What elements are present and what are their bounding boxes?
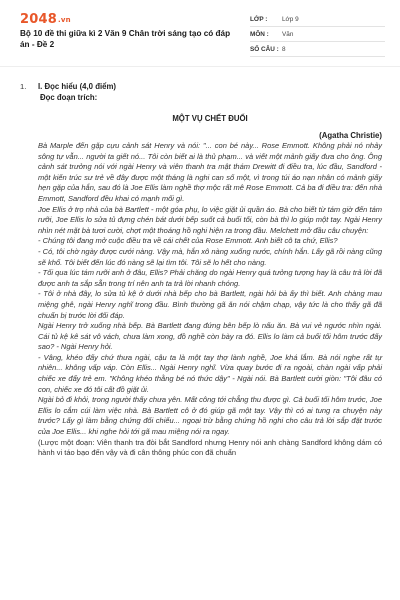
passage-paragraph: - Tối qua lúc tám rưỡi anh ở đâu, Ellis? Phải chăng do ngài Henry quá tưởng tượng hay là câu trả lời đã được anh ta sắp sẵn trong trí nên anh ta trả lời nhanh chóng. <box>38 268 382 288</box>
meta-row-question-count <box>250 42 385 57</box>
story-author: (Agatha Christie) <box>319 131 382 140</box>
meta-label: LỚP : <box>250 15 268 23</box>
site-logo[interactable] <box>20 12 71 27</box>
passage-paragraph: - Tôi ở nhà đây, lo sửa tủ kệ ở dưới nhà bếp cho bà Bartlett, ngài hỏi bà ấy thì biết. Anh chàng mau miệng ghê, ngài Henry nghĩ trong đầu. Bình thường gã ăn nói chậm chạp, vậy tức là cho thấy gã đã chuẩn bị trước lời đối đáp. <box>38 289 382 320</box>
meta-label: SỐ CÂU : <box>250 45 279 53</box>
page-header <box>0 0 400 64</box>
meta-value: Lớp 9 <box>282 15 299 23</box>
logo-text: 2048 <box>20 12 57 27</box>
section-title: I. Đọc hiểu (4,0 điểm) <box>38 82 116 91</box>
meta-label: MÔN : <box>250 30 269 38</box>
meta-row-subject <box>250 27 385 42</box>
meta-row-grade <box>250 12 385 27</box>
exam-meta-table <box>250 12 385 57</box>
passage-paragraph: Joe Ellis ở trọ nhà của bà Bartlett - một góa phụ, lo việc giặt ủi quần áo. Bà cho biết từ tám giờ đến tám rưỡi, Joe Ellis lo sửa tủ đựng chén bát dưới bếp suốt cả buổi tối, còn bà thì lo giúp một tay. Ngài Henry nhìn nét mặt bà tươi cười, chợt một thoáng hồ nghi hiện ra trong đầu. Melchett mở đầu câu chuyện: <box>38 204 382 235</box>
passage-paragraph: Bà Marple đến gặp cựu cảnh sát Henry và nói: "... con bé này... Rose Emmott. Không phải nó nhảy sông tự vẫn... người ta giết nó... Tôi còn biết ai là thủ phạm... và viết một mảnh giấy đưa cho ông. Ông cảnh sát trưởng nói với ngài Henry và viên thanh tra mật thám Drewitt đi điều tra, lúc đầu, Sandford - một kiến trúc sư trẻ về đây được một tháng là nghi can số một, vì trong túi áo nạn nhân có mảnh giấy hẹn gặp của hắn, sau đó là Joe Ellis làm nghề thợ mộc rất mê Rose Emmott. Cả ba đi điều tra: đến nhà Emmott, Sandford đều khai có mạnh mối gì. <box>38 141 382 203</box>
document-title: Bộ 10 đề thi giữa kì 2 Văn 9 Chân trời sáng tạo có đáp án - Đề 2 <box>20 29 231 49</box>
passage-paragraph: (Lược một đoạn: Viên thanh tra đòi bắt Sandford nhưng Henry nói anh chàng Sandford không dám có hành vi táo bạo đến vậy và đi cân thông phúc con đã chuẩn <box>38 437 382 458</box>
passage-paragraph: - Chúng tôi đang mở cuộc điều tra về cái chết của Rose Emmott. Anh biết cô ta chứ, Ellis? <box>38 236 338 246</box>
meta-value: Văn <box>282 30 294 38</box>
passage-paragraph: - Có, tôi chờ ngày được cưới nàng. Vậy mà, hắn xô nàng xuống nước, chính hắn. Lấy gã rồi nàng cũng sẽ khổ. Tôi biết đến lúc đó nàng sẽ lại tìm tôi. Tôi sẽ lo hết cho nàng. <box>38 246 382 267</box>
story-title: MỘT VỤ CHẾT ĐUỐI <box>172 114 248 123</box>
passage-paragraph: Ngài Henry trở xuống nhà bếp. Bà Bartlett đang đứng bên bếp lò nấu ăn. Bà vui vẻ ngước nhìn ngài. Cái tủ kệ kê sát vô vách, chưa làm xong, đồ nghề còn bày ra đó. Ellis lo làm cả buổi tối hôm trước đấy sao? - Ngài Henry hỏi. <box>38 321 382 352</box>
question-body <box>38 82 382 459</box>
question-number: 1. <box>20 82 27 91</box>
passage-paragraph: - Vâng, khéo đấy chứ thưa ngài, cậu ta là một tay thợ lành nghề, Joe khá lắm. Bà nói nghe rất tự nhiên... không vấp váp. Còn Ellis... Ngài Henry nghĩ. Vừa quay bước đi ra ngoài, chàn ngài vấp phải chiếc xe đẩy trẻ em. "Không khéo thằng bé nó thức dậy" - Ngài nói. Bà Bartlett cười giòn: "Tôi đâu có con, chiếc xe đó tôi cất đồ giặt ủi. <box>38 352 382 394</box>
meta-value: 8 <box>282 45 286 53</box>
subsection-title: Đọc đoạn trích: <box>40 93 98 102</box>
passage-paragraph: Ngài bỏ đi khỏi, trong người thấy chưa yên. Mất công tới chẳng thu được gì. Cả buổi tối hôm trước, Joe Ellis lo cắm cúi làm việc nhà. Bà Bartlett cô ở đó giúp gã một tay. Vậy thì có ai tung ra chuyện này trước? Lấy gì làm bằng chứng đối chiếu... ngoại trừ bằng chứng hồ nghi cho câu trả lời sắp đặt trước của Joe Ellis... khi nghe hỏi tới gã mau miệng nói ra ngay. <box>38 395 382 437</box>
header-divider <box>0 66 400 67</box>
logo-suffix: .vn <box>57 15 71 24</box>
